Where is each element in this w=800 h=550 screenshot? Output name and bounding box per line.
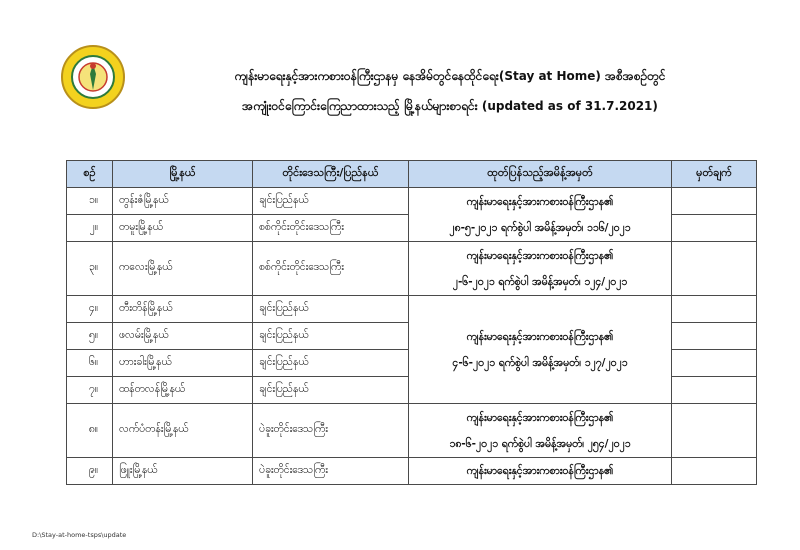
order-line-2: ၂၈-၅-၂၀၂၁ ရက်စွဲပါ အမိန့်အမှတ်၊ ၁၁၆/၂၀၂၁ <box>449 221 631 234</box>
row-number: ၇။ <box>67 377 113 404</box>
column-header-remark: မှတ်ချက် <box>672 161 757 188</box>
row-number: ၆။ <box>67 350 113 377</box>
table-row <box>67 188 757 215</box>
order-line-2: ၄-၆-၂၀၂၁ ရက်စွဲပါ အမိန့်အမှတ်၊ ၁၂၇/၂၀၂၁ <box>452 356 628 369</box>
remark-cell <box>672 377 757 404</box>
township-cell: ဟားခါးမြို့နယ် <box>113 350 253 377</box>
table-row <box>67 458 757 485</box>
order-line-2: ၁၈-၆-၂၀၂၁ ရက်စွဲပါ အမိန့်အမှတ်၊ ၂၅၄/၂၀၂၁ <box>449 437 631 450</box>
order-cell <box>409 404 672 458</box>
region-cell: ချင်းပြည်နယ် <box>253 350 409 377</box>
order-line-1: ကျန်းမာရေးနှင့်အားကစားဝန်ကြီးဌာန၏ <box>466 465 614 477</box>
remark-cell <box>672 323 757 350</box>
file-path-footer: D:\Stay-at-home-tsps\update <box>32 531 127 539</box>
order-cell <box>409 242 672 296</box>
row-number: ၁။ <box>67 188 113 215</box>
township-table <box>66 160 757 485</box>
row-number: ၈။ <box>67 404 113 458</box>
township-cell: တမူးမြို့နယ် <box>113 215 253 242</box>
region-cell: ချင်းပြည်နယ် <box>253 323 409 350</box>
region-cell: ပဲခူးတိုင်းဒေသကြီး <box>253 404 409 458</box>
township-cell: ဖလမ်းမြို့နယ် <box>113 323 253 350</box>
remark-cell <box>672 458 757 485</box>
row-number: ၉။ <box>67 458 113 485</box>
column-header-order: ထုတ်ပြန်သည့်အမိန့်အမှတ် <box>409 161 672 188</box>
region-cell: ပဲခူးတိုင်းဒေသကြီး <box>253 458 409 485</box>
order-cell <box>409 296 672 404</box>
remark-cell <box>672 242 757 296</box>
order-cell <box>409 458 672 485</box>
region-cell: ချင်းပြည်နယ် <box>253 188 409 215</box>
remark-cell <box>672 350 757 377</box>
row-number: ၃။ <box>67 242 113 296</box>
table-header-row <box>67 161 757 188</box>
order-cell <box>409 188 672 242</box>
table-row <box>67 242 757 296</box>
document-title-line-2: အကျုံးဝင်ကြောင်းကြေညာထားသည့် မြို့နယ်များစာရင်း (updated as of 31.7.2021) <box>242 99 658 113</box>
remark-cell <box>672 215 757 242</box>
column-header-no: စဉ် <box>67 161 113 188</box>
ministry-seal-icon <box>60 44 126 110</box>
region-cell: စစ်ကိုင်းတိုင်းဒေသကြီး <box>253 215 409 242</box>
table-row <box>67 296 757 323</box>
order-line-1: ကျန်းမာရေးနှင့်အားကစားဝန်ကြီးဌာန၏ <box>466 330 614 343</box>
document-title-line-1: ကျန်းမာရေးနှင့်အားကစားဝန်ကြီးဌာနမှ နေအိမ်တွင်နေထိုင်ရေး(Stay at Home) အစီအစဉ်တွင် <box>234 69 666 83</box>
township-cell: ဖြူးမြို့နယ် <box>113 458 253 485</box>
table-row <box>67 404 757 458</box>
remark-cell <box>672 404 757 458</box>
column-header-region: တိုင်းဒေသကြီး/ပြည်နယ် <box>253 161 409 188</box>
row-number: ၂။ <box>67 215 113 242</box>
township-cell: လက်ပံတန်းမြို့နယ် <box>113 404 253 458</box>
order-line-2: ၂-၆-၂၀၂၁ ရက်စွဲပါ အမိန့်အမှတ်၊ ၁၂၄/၂၀၂၁ <box>452 275 628 288</box>
township-cell: တွန်းဇံမြို့နယ် <box>113 188 253 215</box>
township-cell: ကလေးမြို့နယ် <box>113 242 253 296</box>
region-cell: ချင်းပြည်နယ် <box>253 377 409 404</box>
row-number: ၅။ <box>67 323 113 350</box>
column-header-township: မြို့နယ် <box>113 161 253 188</box>
row-number: ၄။ <box>67 296 113 323</box>
order-line-1: ကျန်းမာရေးနှင့်အားကစားဝန်ကြီးဌာန၏ <box>466 195 614 208</box>
region-cell: ချင်းပြည်နယ် <box>253 296 409 323</box>
order-line-1: ကျန်းမာရေးနှင့်အားကစားဝန်ကြီးဌာန၏ <box>466 249 614 262</box>
remark-cell <box>672 296 757 323</box>
order-line-1: ကျန်းမာရေးနှင့်အားကစားဝန်ကြီးဌာန၏ <box>466 411 614 424</box>
region-cell: စစ်ကိုင်းတိုင်းဒေသကြီး <box>253 242 409 296</box>
township-cell: ထန်တလန်မြို့နယ် <box>113 377 253 404</box>
township-cell: တီးတိန်မြို့နယ် <box>113 296 253 323</box>
remark-cell <box>672 188 757 215</box>
